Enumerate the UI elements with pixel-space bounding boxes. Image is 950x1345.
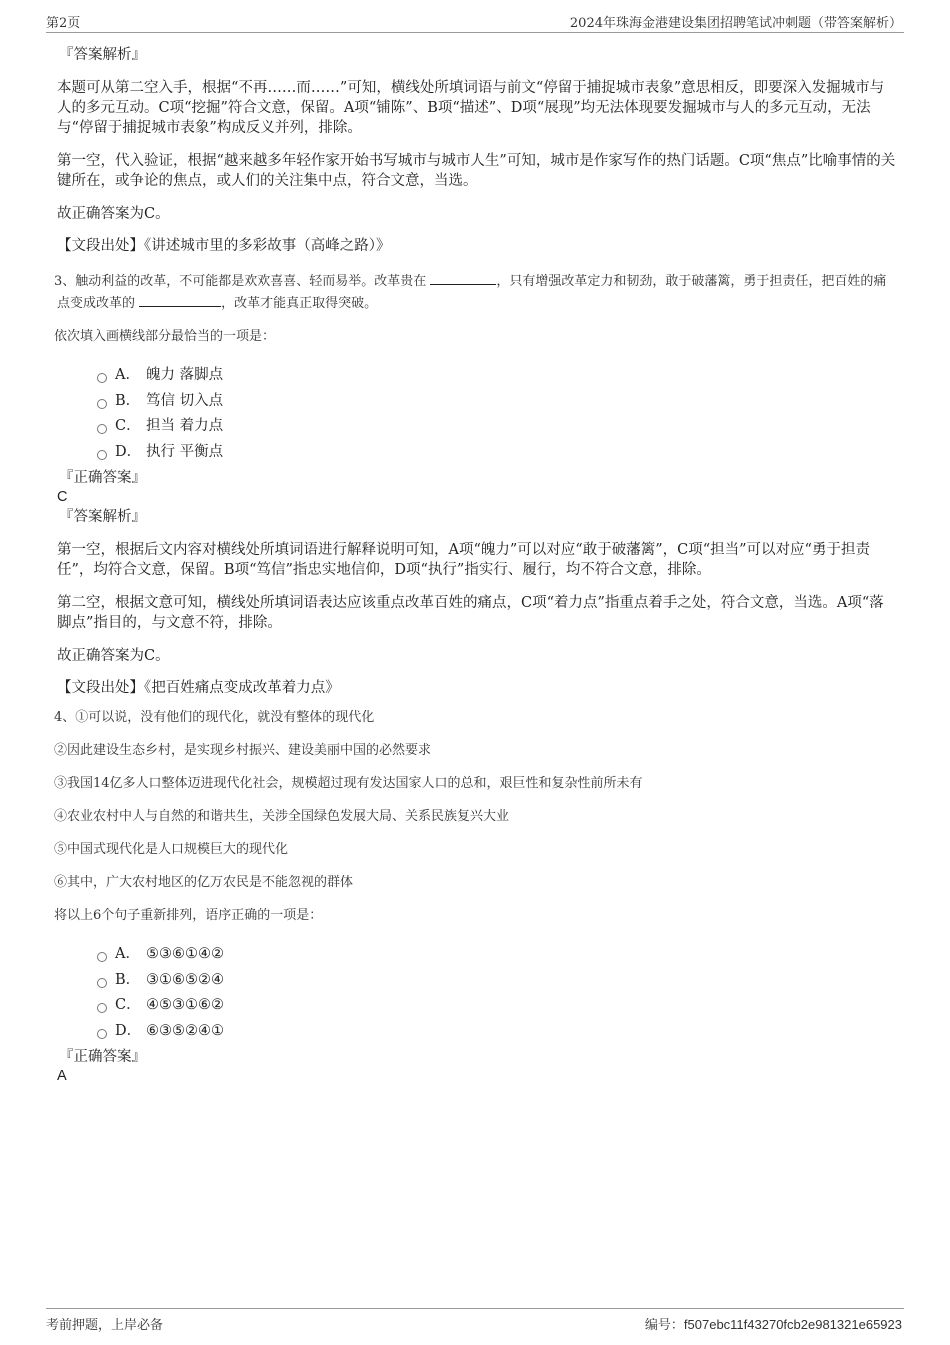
q3-source: 【文段出处】《把百姓痛点变成改革着力点》 [57,680,340,696]
q3-blank-1 [430,272,496,285]
q4-option-a[interactable]: A． ⑤③⑥①④② [95,942,897,968]
page-number: 第2页 [46,16,81,31]
q2-analysis-para-1: 本题可从第二空入手，根据“不再……而……”可知，横线处所填词语与前文“停留于捕捉城市表象”意思相反，即要深入发掘城市与人的多元互动。C项“挖掘”符合文意，保留。A项“铺陈”、B项“描述”、D项“展现”均无法体现要发掘城市与人的多元互动，无法与“停留于捕捉城市表象”构成反义并列，排除。 [57,80,885,136]
q3-correct-answer: C [57,489,68,505]
radio-button[interactable] [97,399,107,409]
page-header [46,12,904,33]
page-content [54,45,897,1085]
radio-button[interactable] [97,952,107,962]
q4-options [57,942,897,1044]
q2-source: 【文段出处】《讲述城市里的多彩故事（高峰之路）》 [57,238,391,254]
q3-option-d[interactable]: D． 执行 平衡点 [95,440,897,466]
document-code: 编号：f507ebc11f43270fcb2e981321e65923 [644,1317,902,1332]
q4-option-b[interactable]: B． ③①⑥⑤②④ [95,968,897,994]
q3-option-c[interactable]: C． 担当 着力点 [95,414,897,440]
q3-blank-2 [139,294,221,307]
q3-analysis-para-2: 第二空，根据文意可知，横线处所填词语表达应该重点改革百姓的痛点，C项“着力点”指重点着手之处，符合文意，当选。A项“落脚点”指目的，与文意不符，排除。 [57,595,884,631]
q4-option-d[interactable]: D． ⑥③⑤②④① [95,1019,897,1045]
radio-button[interactable] [97,424,107,434]
q3-analysis-label: 『答案解析』 [59,509,146,525]
q2-analysis-para-3: 故正确答案为C。 [57,206,170,222]
q4-sentence-6: ⑥其中，广大农村地区的亿万农民是不能忽视的群体 [54,875,354,890]
q2-analysis-para-2: 第一空，代入验证，根据“越来越多年轻作家开始书写城市与城市人生”可知，城市是作家写作的热门话题。C项“焦点”比喻事情的关键所在，或争论的焦点，或人们的关注集中点，符合文意，当选。 [57,153,896,189]
q4-correct-answer: A [57,1068,67,1084]
q4-sentence-2: ②因此建设生态乡村，是实现乡村振兴、建设美丽中国的必然要求 [54,743,432,758]
q4-prompt: 将以上6个句子重新排列，语序正确的一项是： [54,908,323,923]
document-title: 2024年珠海金港建设集团招聘笔试冲刺题（带答案解析） [569,16,902,31]
q3-analysis-para-1: 第一空，根据后文内容对横线处所填词语进行解释说明可知，A项“魄力”可以对应“敢于破藩篱”，C项“担当”可以对应“勇于担责任”，均符合文意，保留。B项“笃信”指忠实地信仰，D项“执行”指实行、履行，均不符合文意，排除。 [57,542,870,578]
q3-prompt: 依次填入画横线部分最恰当的一项是： [54,329,276,344]
q3-options [57,363,897,465]
q4-correct-label: 『正确答案』 [59,1049,146,1065]
q3-option-a[interactable]: A． 魄力 落脚点 [95,363,897,389]
radio-button[interactable] [97,1029,107,1039]
radio-button[interactable] [97,1003,107,1013]
q3-option-b[interactable]: B． 笃信 切入点 [95,389,897,415]
q4-sentence-4: ④农业农村中人与自然的和谐共生，关涉全国绿色发展大局、关系民族复兴大业 [54,809,510,824]
radio-button[interactable] [97,450,107,460]
radio-button[interactable] [97,373,107,383]
radio-button[interactable] [97,978,107,988]
page-footer [46,1308,904,1331]
q4-sentence-1: 4、①可以说，没有他们的现代化，就没有整体的现代化 [54,710,375,725]
q4-sentence-5: ⑤中国式现代化是人口规模巨大的现代化 [54,842,289,857]
q4-sentence-3: ③我国14亿多人口整体迈进现代化社会，规模超过现有发达国家人口的总和，艰巨性和复杂性前所未有 [54,776,643,791]
q3-correct-label: 『正确答案』 [59,470,146,486]
footer-slogan: 考前押题，上岸必备 [46,1318,164,1333]
q4-option-c[interactable]: C． ④⑤③①⑥② [95,993,897,1019]
q2-analysis-label: 『答案解析』 [59,47,146,63]
q3-analysis-para-3: 故正确答案为C。 [57,648,170,664]
q3-stem: 3、触动利益的改革，不可能都是欢欢喜喜、轻而易举。改革贵在 ，只有增强改革定力和韧劲，敢于破藩篱，勇于担责任，把百姓的痛点变成改革的 ，改革才能真正取得突破。 [54,274,887,311]
